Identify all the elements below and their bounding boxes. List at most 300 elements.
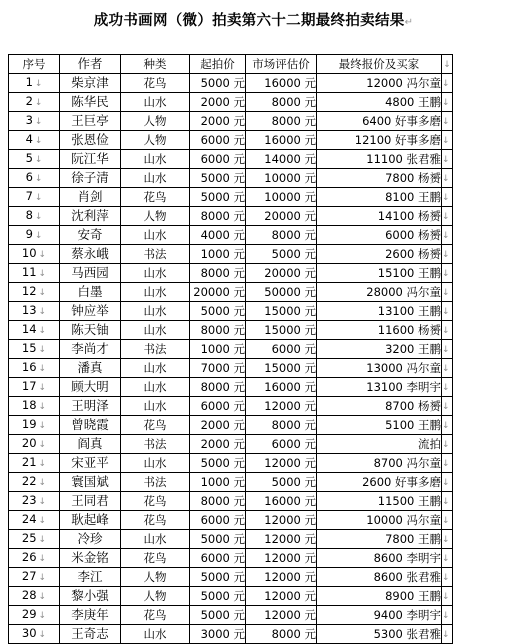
row-number-cell	[9, 74, 60, 93]
category-text: 山水	[143, 323, 167, 337]
start-price-cell	[190, 568, 246, 587]
final-bid-cell	[317, 625, 442, 644]
estimate-text: 8000 元	[271, 627, 316, 641]
start-price-cell	[190, 625, 246, 644]
cell-mark: ↓	[442, 155, 450, 165]
table-row	[9, 283, 453, 302]
cell-mark: ↓	[38, 592, 47, 602]
row-number-text: 29	[21, 607, 37, 621]
author-text: 徐子清	[71, 170, 109, 185]
row-number-text: 21	[21, 455, 37, 469]
final-bid-cell	[317, 340, 442, 359]
final-bid-cell	[317, 188, 442, 207]
final-bid-text: 3200 王鹏	[385, 342, 441, 356]
final-bid-text: 13100 王鹏	[377, 304, 441, 318]
row-number-cell	[9, 283, 60, 302]
row-number-cell	[9, 340, 60, 359]
author-text: 陈天铀	[71, 322, 109, 337]
category-text: 山水	[143, 266, 167, 280]
estimate-text: 6000 元	[271, 342, 316, 356]
header-cell: 起拍价	[190, 55, 246, 74]
estimate-cell	[246, 435, 317, 454]
final-bid-text: 2600 好事多磨	[362, 475, 441, 489]
row-number-text: 11	[21, 265, 37, 279]
start-price-cell	[190, 112, 246, 131]
category-text: 山水	[143, 532, 167, 546]
final-bid-text: 13100 李明宇	[366, 380, 441, 394]
table-row	[9, 207, 453, 226]
author-text: 潘真	[77, 360, 103, 375]
header-cell: 最终报价及买家	[317, 55, 442, 74]
cell-mark: ↓	[34, 117, 43, 127]
category-text: 花鸟	[143, 608, 167, 622]
start-price-cell	[190, 264, 246, 283]
cell-mark: ↓	[442, 440, 450, 450]
row-number-cell	[9, 169, 60, 188]
category-cell	[121, 245, 190, 264]
row-end-cell	[442, 188, 453, 207]
start-price-text: 2000 元	[200, 418, 245, 432]
category-cell	[121, 492, 190, 511]
category-text: 山水	[143, 304, 167, 318]
author-cell	[60, 435, 121, 454]
category-text: 人物	[143, 570, 167, 584]
author-cell	[60, 302, 121, 321]
cell-mark: ↓	[442, 345, 450, 355]
cell-mark: ↓	[38, 288, 47, 298]
start-price-text: 8000 元	[200, 266, 245, 280]
start-price-text: 8000 元	[200, 380, 245, 394]
estimate-text: 12000 元	[264, 551, 316, 565]
category-text: 山水	[143, 285, 167, 299]
author-cell	[60, 188, 121, 207]
row-end-cell	[442, 606, 453, 625]
row-number-text: 23	[21, 493, 37, 507]
start-price-text: 8000 元	[200, 494, 245, 508]
author-text: 阎真	[77, 436, 103, 451]
row-number-cell	[9, 150, 60, 169]
author-text: 曾晓霞	[71, 417, 109, 432]
author-text: 蔡永峨	[71, 246, 109, 261]
start-price-cell	[190, 587, 246, 606]
category-cell	[121, 378, 190, 397]
author-text: 黎小强	[71, 588, 109, 603]
row-end-cell	[442, 321, 453, 340]
table-row	[9, 511, 453, 530]
author-text: 米金铭	[71, 550, 109, 565]
row-number-text: 16	[21, 360, 37, 374]
cell-mark: ↓	[34, 98, 43, 108]
final-bid-text: 12100 好事多磨	[354, 133, 441, 147]
estimate-cell	[246, 587, 317, 606]
row-number-cell	[9, 302, 60, 321]
table-row	[9, 549, 453, 568]
category-text: 人物	[143, 589, 167, 603]
header-cell: 作者	[60, 55, 121, 74]
final-bid-cell	[317, 435, 442, 454]
cell-mark: ↓	[442, 630, 450, 640]
row-end-cell	[442, 511, 453, 530]
cell-mark: ↓	[442, 98, 450, 108]
cell-mark: ↓	[442, 117, 450, 127]
table-row	[9, 321, 453, 340]
estimate-cell	[246, 112, 317, 131]
estimate-text: 8000 元	[271, 95, 316, 109]
start-price-cell	[190, 207, 246, 226]
start-price-text: 8000 元	[200, 323, 245, 337]
row-number-cell	[9, 416, 60, 435]
author-text: 钟应举	[71, 303, 109, 318]
start-price-text: 3000 元	[200, 627, 245, 641]
start-price-text: 6000 元	[200, 513, 245, 527]
author-text: 陈华民	[71, 94, 109, 109]
cell-mark: ↓	[38, 478, 47, 488]
row-end-cell	[442, 207, 453, 226]
cell-mark: ↓	[442, 326, 450, 336]
final-bid-text: 7800 王鹏	[385, 532, 441, 546]
author-text: 白墨	[77, 284, 103, 299]
author-text: 马西园	[71, 265, 109, 280]
row-end-cell	[442, 283, 453, 302]
start-price-cell	[190, 131, 246, 150]
final-bid-cell	[317, 606, 442, 625]
final-bid-text: 8700 杨赟	[385, 399, 441, 413]
row-end-cell	[442, 530, 453, 549]
final-bid-text: 8600 李明宇	[373, 551, 441, 565]
row-end-cell	[442, 226, 453, 245]
row-number-text: 22	[21, 474, 37, 488]
category-text: 山水	[143, 399, 167, 413]
estimate-cell	[246, 74, 317, 93]
table-row	[9, 587, 453, 606]
estimate-cell	[246, 169, 317, 188]
start-price-cell	[190, 74, 246, 93]
cell-mark: ↓	[38, 421, 47, 431]
cell-mark: ↓	[38, 630, 47, 640]
start-price-text: 5000 元	[200, 589, 245, 603]
cell-mark: ↓	[38, 497, 47, 507]
category-cell	[121, 150, 190, 169]
final-bid-text: 8700 冯尔童	[373, 456, 441, 470]
start-price-cell	[190, 226, 246, 245]
final-bid-text: 28000 冯尔童	[366, 285, 441, 299]
table-row	[9, 416, 453, 435]
final-bid-text: 8600 张君雅	[373, 570, 441, 584]
category-cell	[121, 264, 190, 283]
table-row	[9, 131, 453, 150]
cell-mark: ↓	[38, 459, 47, 469]
row-end-cell	[442, 492, 453, 511]
cell-mark: ↓	[442, 231, 450, 241]
final-bid-cell	[317, 150, 442, 169]
table-row	[9, 112, 453, 131]
category-text: 书法	[143, 475, 167, 489]
cell-mark: ↓	[34, 193, 43, 203]
category-cell	[121, 416, 190, 435]
row-number-cell	[9, 435, 60, 454]
row-number-cell	[9, 378, 60, 397]
start-price-cell	[190, 511, 246, 530]
start-price-cell	[190, 435, 246, 454]
table-row	[9, 625, 453, 644]
start-price-cell	[190, 283, 246, 302]
table-row	[9, 93, 453, 112]
author-cell	[60, 131, 121, 150]
estimate-text: 16000 元	[264, 133, 316, 147]
start-price-text: 1000 元	[200, 342, 245, 356]
category-cell	[121, 112, 190, 131]
author-text: 肖剑	[77, 189, 103, 204]
author-cell	[60, 568, 121, 587]
estimate-text: 16000 元	[264, 380, 316, 394]
category-cell	[121, 511, 190, 530]
table-row	[9, 74, 453, 93]
estimate-text: 10000 元	[264, 171, 316, 185]
category-text: 山水	[143, 152, 167, 166]
estimate-text: 12000 元	[264, 513, 316, 527]
author-cell	[60, 93, 121, 112]
start-price-text: 1000 元	[200, 475, 245, 489]
estimate-cell	[246, 188, 317, 207]
estimate-cell	[246, 511, 317, 530]
cell-mark: ↓	[38, 440, 47, 450]
row-end-cell	[442, 302, 453, 321]
author-text: 张恩俭	[71, 132, 109, 147]
final-bid-text: 10000 冯尔童	[366, 513, 441, 527]
final-bid-text: 流拍	[418, 437, 441, 451]
estimate-cell	[246, 150, 317, 169]
estimate-text: 20000 元	[264, 266, 316, 280]
row-end-cell	[442, 245, 453, 264]
cell-mark: ↓	[442, 402, 450, 412]
final-bid-text: 11500 王鹏	[377, 494, 441, 508]
cell-mark: ↓	[38, 307, 47, 317]
start-price-text: 2000 元	[200, 95, 245, 109]
row-number-cell	[9, 245, 60, 264]
final-bid-cell	[317, 587, 442, 606]
start-price-text: 5000 元	[200, 190, 245, 204]
author-cell	[60, 549, 121, 568]
row-number-text: 28	[21, 588, 37, 602]
estimate-cell	[246, 226, 317, 245]
cell-mark: ↓	[442, 497, 450, 507]
estimate-cell	[246, 492, 317, 511]
table-row	[9, 340, 453, 359]
final-bid-cell	[317, 131, 442, 150]
start-price-text: 5000 元	[200, 76, 245, 90]
author-cell	[60, 340, 121, 359]
category-text: 花鸟	[143, 76, 167, 90]
start-price-cell	[190, 530, 246, 549]
category-text: 人物	[143, 209, 167, 223]
cell-mark: ↓	[442, 516, 450, 526]
row-number-cell	[9, 568, 60, 587]
row-end-cell	[442, 93, 453, 112]
final-bid-cell	[317, 473, 442, 492]
cell-mark: ↓	[442, 478, 450, 488]
final-bid-text: 8100 王鹏	[385, 190, 441, 204]
row-number-text: 8	[25, 208, 33, 222]
row-end-cell	[442, 397, 453, 416]
row-number-cell	[9, 321, 60, 340]
category-cell	[121, 549, 190, 568]
final-bid-cell	[317, 568, 442, 587]
estimate-cell	[246, 93, 317, 112]
cell-mark: ↓	[38, 250, 47, 260]
row-number-text: 30	[21, 626, 37, 640]
estimate-text: 12000 元	[264, 570, 316, 584]
estimate-cell	[246, 473, 317, 492]
final-bid-text: 2600 杨赟	[385, 247, 441, 261]
table-row	[9, 359, 453, 378]
start-price-text: 7000 元	[200, 361, 245, 375]
final-bid-cell	[317, 245, 442, 264]
start-price-cell	[190, 606, 246, 625]
start-price-cell	[190, 378, 246, 397]
estimate-text: 50000 元	[264, 285, 316, 299]
category-text: 山水	[143, 171, 167, 185]
table-row	[9, 606, 453, 625]
estimate-text: 15000 元	[264, 323, 316, 337]
category-cell	[121, 587, 190, 606]
cell-mark: ↓	[34, 212, 43, 222]
category-cell	[121, 340, 190, 359]
final-bid-cell	[317, 492, 442, 511]
author-cell	[60, 150, 121, 169]
paragraph-mark: ↵	[404, 17, 414, 28]
author-text: 李庚年	[71, 607, 109, 622]
table-row	[9, 454, 453, 473]
final-bid-cell	[317, 302, 442, 321]
row-end-cell	[442, 74, 453, 93]
row-number-cell	[9, 112, 60, 131]
final-bid-cell	[317, 207, 442, 226]
cell-mark: ↓	[38, 364, 47, 374]
start-price-text: 6000 元	[200, 551, 245, 565]
estimate-text: 8000 元	[271, 228, 316, 242]
cell-mark: ↓	[34, 136, 43, 146]
estimate-text: 8000 元	[271, 418, 316, 432]
estimate-cell	[246, 340, 317, 359]
cell-mark: ↓	[442, 421, 450, 431]
start-price-cell	[190, 245, 246, 264]
estimate-text: 20000 元	[264, 209, 316, 223]
author-cell	[60, 321, 121, 340]
final-bid-cell	[317, 359, 442, 378]
category-cell	[121, 473, 190, 492]
category-text: 花鸟	[143, 418, 167, 432]
author-cell	[60, 416, 121, 435]
category-cell	[121, 283, 190, 302]
category-text: 山水	[143, 95, 167, 109]
category-text: 人物	[143, 114, 167, 128]
table-row	[9, 397, 453, 416]
row-number-text: 27	[21, 569, 37, 583]
row-end-cell	[442, 435, 453, 454]
category-cell	[121, 169, 190, 188]
author-text: 顾大明	[71, 379, 109, 394]
row-number-text: 10	[21, 246, 37, 260]
category-text: 花鸟	[143, 551, 167, 565]
final-bid-cell	[317, 93, 442, 112]
estimate-cell	[246, 131, 317, 150]
estimate-text: 8000 元	[271, 114, 316, 128]
author-cell	[60, 264, 121, 283]
start-price-cell	[190, 549, 246, 568]
cell-mark: ↓	[38, 516, 47, 526]
start-price-text: 5000 元	[200, 570, 245, 584]
category-text: 花鸟	[143, 190, 167, 204]
final-bid-text: 4800 王鹏	[385, 95, 441, 109]
author-cell	[60, 74, 121, 93]
final-bid-cell	[317, 397, 442, 416]
final-bid-cell	[317, 454, 442, 473]
start-price-text: 20000 元	[193, 285, 245, 299]
author-cell	[60, 473, 121, 492]
row-end-cell	[442, 264, 453, 283]
row-number-cell	[9, 188, 60, 207]
category-text: 山水	[143, 627, 167, 641]
author-cell	[60, 454, 121, 473]
cell-mark: ↓	[442, 592, 450, 602]
table-row	[9, 435, 453, 454]
category-cell	[121, 397, 190, 416]
final-bid-text: 7800 杨赟	[385, 171, 441, 185]
final-bid-text: 13000 冯尔童	[366, 361, 441, 375]
estimate-cell	[246, 378, 317, 397]
final-bid-cell	[317, 321, 442, 340]
estimate-cell	[246, 625, 317, 644]
category-text: 书法	[143, 437, 167, 451]
start-price-cell	[190, 397, 246, 416]
final-bid-text: 9400 李明宇	[373, 608, 441, 622]
table-row	[9, 492, 453, 511]
cell-mark: ↓	[442, 535, 450, 545]
row-end-cell	[442, 150, 453, 169]
final-bid-text: 6000 杨赟	[385, 228, 441, 242]
start-price-text: 4000 元	[200, 228, 245, 242]
row-number-cell	[9, 492, 60, 511]
estimate-cell	[246, 606, 317, 625]
final-bid-cell	[317, 283, 442, 302]
final-bid-text: 5100 王鹏	[385, 418, 441, 432]
cell-mark: ↓	[443, 60, 451, 70]
row-end-cell	[442, 587, 453, 606]
start-price-text: 6000 元	[200, 152, 245, 166]
category-cell	[121, 93, 190, 112]
table-row	[9, 169, 453, 188]
author-cell	[60, 397, 121, 416]
cell-mark: ↓	[442, 193, 450, 203]
estimate-text: 6000 元	[271, 437, 316, 451]
row-number-text: 2	[25, 94, 33, 108]
estimate-text: 12000 元	[264, 532, 316, 546]
author-text: 王奇志	[71, 626, 109, 641]
cell-mark: ↓	[34, 79, 43, 89]
estimate-cell	[246, 454, 317, 473]
final-bid-text: 14100 杨赟	[377, 209, 441, 223]
start-price-cell	[190, 93, 246, 112]
category-cell	[121, 454, 190, 473]
start-price-text: 5000 元	[200, 456, 245, 470]
cell-mark: ↓	[442, 174, 450, 184]
row-number-text: 6	[25, 170, 33, 184]
category-text: 花鸟	[143, 494, 167, 508]
start-price-text: 5000 元	[200, 532, 245, 546]
row-number-text: 7	[25, 189, 33, 203]
final-bid-cell	[317, 378, 442, 397]
cell-mark: ↓	[38, 573, 47, 583]
